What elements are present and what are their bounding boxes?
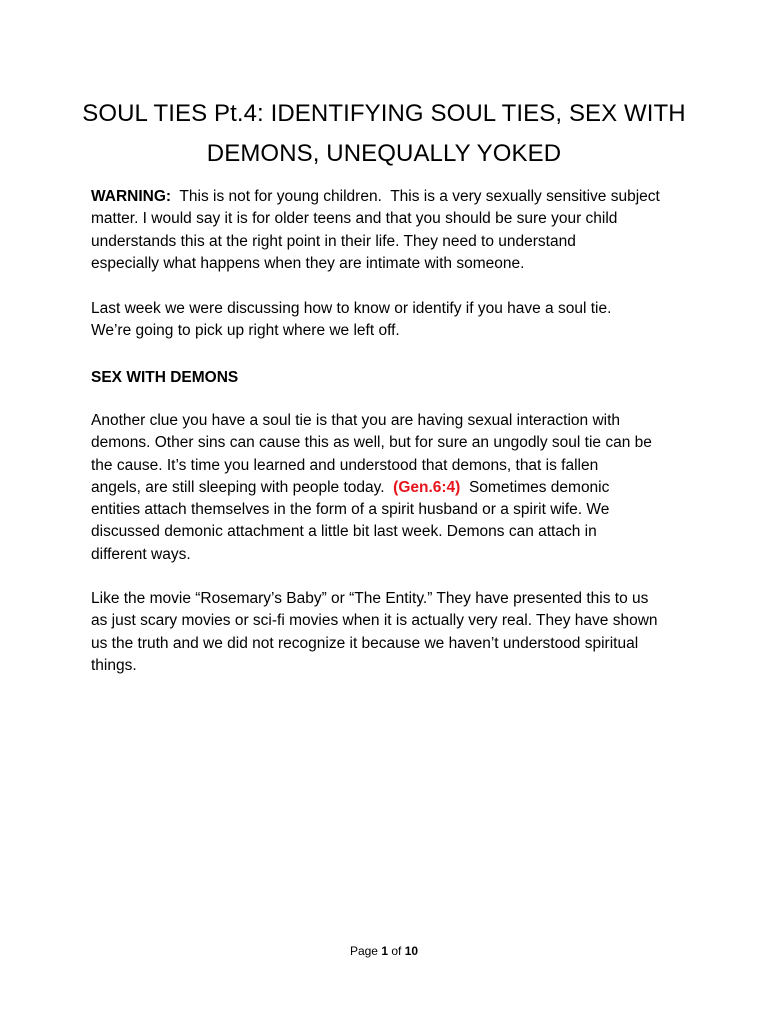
paragraph-line: entities attach themselves in the form of a spirit husband or a spirit wife. We	[91, 501, 610, 519]
warning-text: This is not for young children. This is a very sexually sensitive subject	[171, 188, 660, 205]
title-line: DEMONS, UNEQUALLY YOKED	[206, 140, 562, 167]
warning-text: understands this at the right point in their life. They need to understand	[91, 232, 576, 250]
warning-paragraph	[91, 186, 691, 275]
soul-tie-clue-paragraph	[91, 410, 691, 566]
section-heading-text: SEX WITH DEMONS	[91, 369, 239, 386]
paragraph-line: us the truth and we did not recognize it because we haven’t understood spiritual	[91, 634, 639, 652]
page-of-label: of	[388, 944, 405, 958]
paragraph-line: Another clue you have a soul tie is that you are having sexual interaction with	[91, 412, 621, 429]
page-number-current: 1	[381, 944, 388, 958]
last-week-paragraph	[91, 298, 691, 343]
section-heading	[91, 367, 691, 389]
paragraph-line: the cause. It’s time you learned and understood that demons, that is fallen	[91, 456, 599, 474]
warning-text: especially what happens when they are intimate with someone.	[91, 254, 525, 272]
paragraph-line: demons. Other sins can cause this as well, but for sure an ungodly soul tie can be	[91, 434, 652, 452]
paragraph-line: things.	[91, 656, 137, 674]
page-number-total: 10	[404, 944, 419, 958]
document-title	[60, 94, 708, 174]
paragraph-line: Like the movie “Rosemary’s Baby” or “The Entity.” They have presented this to us	[91, 590, 649, 607]
page-footer	[0, 941, 768, 961]
paragraph-line: as just scary movies or sci-fi movies when it is actually very real. They have shown	[91, 612, 658, 630]
paragraph-line: discussed demonic attachment a little bit last week. Demons can attach in	[91, 523, 597, 541]
paragraph-text: angels, are still sleeping with people today.	[91, 478, 394, 496]
title-line: SOUL TIES Pt.4: IDENTIFYING SOUL TIES, SEX WITH	[82, 100, 686, 127]
page-label: Page	[349, 944, 382, 958]
scripture-reference-link[interactable]: (Gen.6:4)	[393, 478, 461, 496]
paragraph-line: Last week we were discussing how to know or identify if you have a soul tie.	[91, 300, 612, 317]
warning-text: matter. I would say it is for older teens and that you should be sure your child	[91, 210, 618, 228]
warning-label: WARNING:	[91, 188, 172, 205]
movies-paragraph	[91, 588, 691, 677]
paragraph-line: different ways.	[91, 545, 191, 563]
paragraph-line: We’re going to pick up right where we left off.	[91, 322, 400, 340]
paragraph-text: Sometimes demonic	[460, 478, 610, 496]
